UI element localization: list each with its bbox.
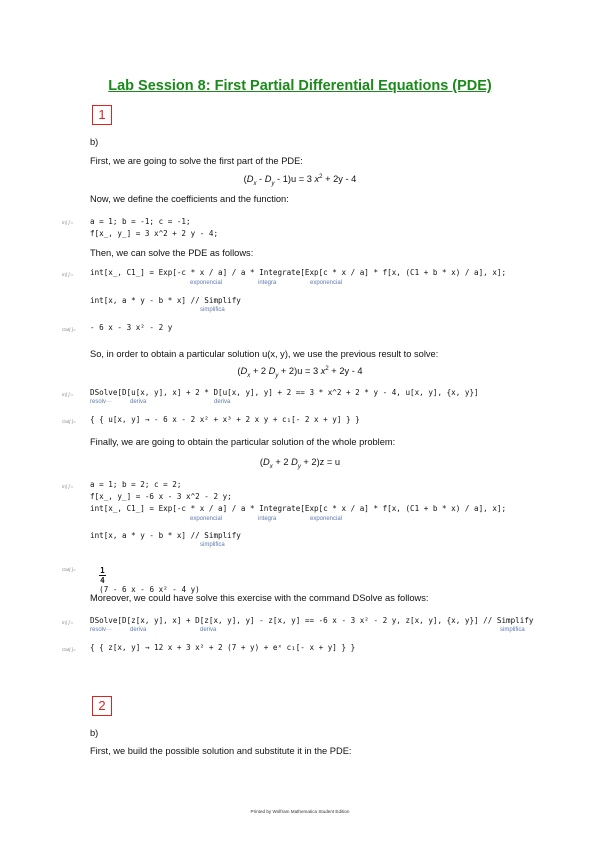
section-number-2: 2 [92,696,112,716]
code-simplify-2[interactable]: int[x, a * y - b * x] // Simplify [90,531,241,540]
define-text: Now, we define the coefficients and the function: [90,194,289,204]
whole-text: Finally, we are going to obtain the particular solution of the whole problem: [90,437,396,447]
intro-text: First, we are going to solve the first part of the PDE: [90,156,303,166]
part-label: b) [90,728,99,738]
fraction-numerator: 1 [100,566,105,575]
code-function[interactable]: f[x_, y_] = 3 x^2 + 2 y - 4; [90,229,219,238]
code-simplify[interactable]: int[x, a * y - b * x] // Simplify [90,296,241,305]
input-label: In[ ]:= [62,484,74,489]
code-coefficients-2[interactable]: a = 1; b = 2; c = 2; [90,480,182,489]
hint-exponencial: exponencial [310,280,343,286]
code-integrate-2[interactable]: int[x_, C1_] = Exp[-c * x / a] / a * Integrate[Exp[c * x / a] * f[x, (C1 + b * x) / a], x]; [90,504,507,513]
hint-simplifica: simplifica [200,542,225,548]
fraction-denominator: 4 [100,576,105,585]
equation-2: ($D_x + 2$ $D_y + 2)u = 3$ $x^2 + 2y - 4$ [237,366,363,379]
part-label: b) [90,137,99,147]
intro-text-2: First, we build the possible solution and substitute it in the PDE: [90,746,352,756]
output-1: - 6 x - 3 x² - 2 y [90,323,173,332]
hint-deriva: deriva [200,627,217,633]
particular-text: So, in order to obtain a particular solution u(x, y), we use the previous result to solve: [90,349,439,359]
hint-exponencial: exponencial [310,516,343,522]
output-4: { { z[x, y] → 12 x + 3 x² + 2 (7 + y) + eˣ c₁[- x + y] } } [90,643,356,652]
hint-resolv: resolv··· [90,627,112,633]
code-dsolve-2[interactable]: DSolve[D[z[x, y], x] + D[z[x, y], y] - z[x, y] == -6 x - 3 x² - 2 y, z[x, y], {x, y}] // Simplify [90,616,534,625]
hint-resolv: resolv··· [90,399,112,405]
output-label: Out[ ]= [62,647,76,652]
hint-integra: integra [258,280,277,286]
output-3 [90,557,200,594]
page-title: Lab Session 8: First Partial Differential Equations (PDE) [108,78,492,94]
code-function-2[interactable]: f[x_, y_] = -6 x - 3 x^2 - 2 y; [90,492,232,501]
output-3-expression: (7 - 6 x - 6 x² - 4 y) [99,585,200,594]
input-label: In[ ]:= [62,620,74,625]
hint-deriva: deriva [130,399,147,405]
output-label: Out[ ]= [62,419,76,424]
input-label: In[ ]:= [62,272,74,277]
output-2: { { u[x, y] → - 6 x - 2 x² + x³ + 2 x y + c₁[- 2 x + y] } } [90,415,360,424]
footer: Printed by Wolfram Mathematica Student Edition [250,809,350,814]
hint-deriva: deriva [214,399,231,405]
hint-exponencial: exponencial [190,280,223,286]
output-label: Out[ ]= [62,327,76,332]
code-dsolve-1[interactable]: DSolve[D[u[x, y], x] + 2 * D[u[x, y], y] + 2 == 3 * x^2 + 2 * y - 4, u[x, y], {x, y}] [90,388,479,397]
code-coefficients[interactable]: a = 1; b = -1; c = -1; [90,217,191,226]
code-integrate[interactable]: int[x_, C1_] = Exp[-c * x / a] / a * Integrate[Exp[c * x / a] * f[x, (C1 + b * x) / a], x]; [90,268,507,277]
input-label: In[ ]:= [62,220,74,225]
solve-text: Then, we can solve the PDE as follows: [90,248,254,258]
dsolve-text: Moreover, we could have solve this exercise with the command DSolve as follows: [90,593,429,603]
equation-1: $(D_x - D_y - 1)u = 3$ $x^2 + 2y - 4$ [243,174,357,187]
hint-deriva: deriva [130,627,147,633]
hint-simplifica: simplifica [200,307,225,313]
equation-3: ($D_x + 2$ $D_y + 2)z = u$ [259,457,341,470]
hint-integra: integra [258,516,277,522]
hint-exponencial: exponencial [190,516,223,522]
hint-simplifica: simplifica [500,627,525,633]
section-number-1: 1 [92,105,112,125]
output-label: Out[ ]= [62,567,76,572]
input-label: In[ ]:= [62,392,74,397]
